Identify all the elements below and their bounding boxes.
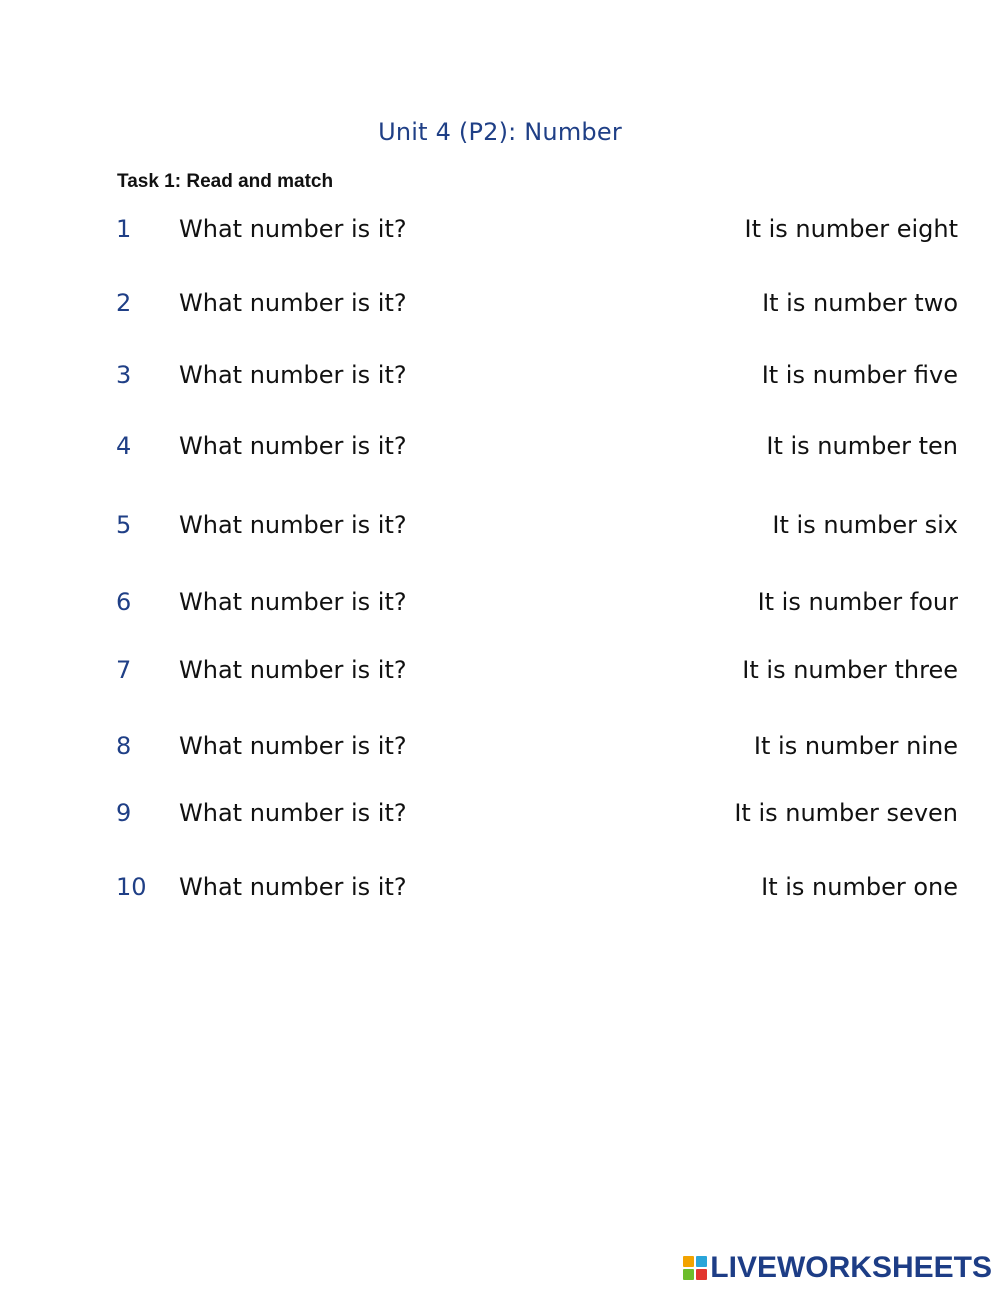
exercise-row-10	[0, 873, 1000, 907]
answer-text: It is number nine	[753, 732, 958, 760]
row-number: 10	[116, 873, 147, 901]
row-number: 4	[116, 432, 132, 460]
answer-text: It is number three	[742, 656, 958, 684]
question-text: What number is it?	[179, 799, 407, 827]
logo-text: LIVEWORKSHEETS	[710, 1251, 992, 1284]
exercise-row-1	[0, 215, 1000, 249]
exercise-row-4	[0, 432, 1000, 466]
question-text: What number is it?	[179, 289, 407, 317]
exercise-row-2	[0, 289, 1000, 323]
row-number: 7	[116, 656, 132, 684]
row-number: 8	[116, 732, 132, 760]
answer-text: It is number six	[772, 511, 958, 539]
row-number: 6	[116, 588, 132, 616]
question-text: What number is it?	[179, 732, 407, 760]
exercise-row-7	[0, 656, 1000, 690]
exercise-row-6	[0, 588, 1000, 622]
question-text: What number is it?	[179, 511, 407, 539]
question-text: What number is it?	[179, 588, 407, 616]
page-title: Unit 4 (P2): Number	[378, 118, 622, 146]
row-number: 9	[116, 799, 132, 827]
answer-text: It is number eight	[744, 215, 958, 243]
answer-text: It is number seven	[734, 799, 958, 827]
question-text: What number is it?	[179, 432, 407, 460]
liveworksheets-logo-icon	[683, 1256, 707, 1280]
answer-text: It is number four	[757, 588, 958, 616]
row-number: 1	[116, 215, 132, 243]
row-number: 2	[116, 289, 132, 317]
task-heading: Task 1: Read and match	[117, 171, 334, 192]
answer-text: It is number one	[761, 873, 958, 901]
question-text: What number is it?	[179, 656, 407, 684]
exercise-row-9	[0, 799, 1000, 833]
exercise-row-8	[0, 732, 1000, 766]
answer-text: It is number ten	[766, 432, 958, 460]
liveworksheets-logo[interactable]	[683, 1251, 992, 1285]
answer-text: It is number two	[762, 289, 958, 317]
answer-text: It is number five	[761, 361, 958, 389]
exercise-row-3	[0, 361, 1000, 395]
question-text: What number is it?	[179, 873, 407, 901]
exercise-row-5	[0, 511, 1000, 545]
question-text: What number is it?	[179, 215, 407, 243]
question-text: What number is it?	[179, 361, 407, 389]
row-number: 5	[116, 511, 132, 539]
row-number: 3	[116, 361, 132, 389]
